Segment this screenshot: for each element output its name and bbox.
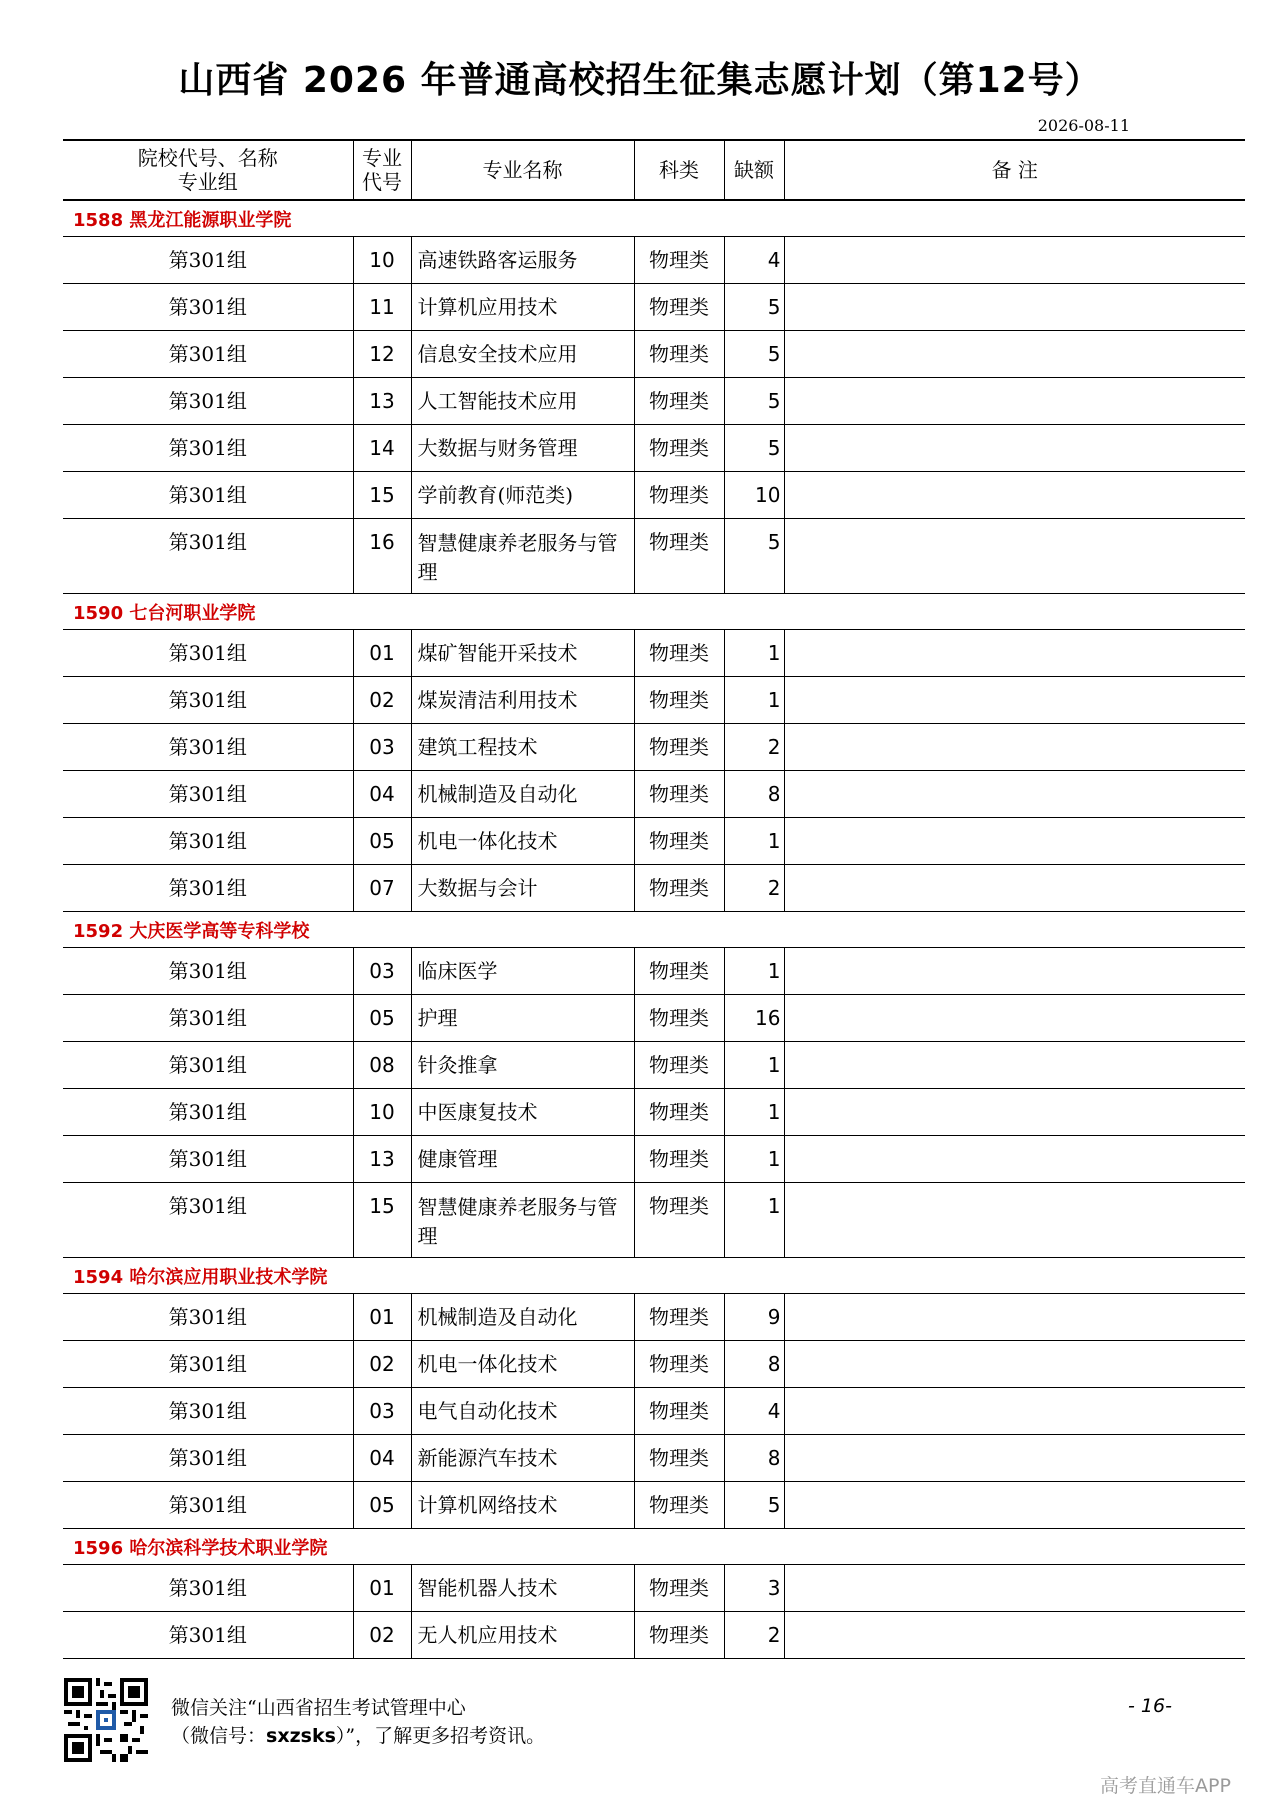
major-name-cell: 智能机器人技术	[411, 1565, 634, 1612]
col-major-code-line2: 代号	[362, 170, 402, 194]
table-row	[63, 771, 1245, 818]
group-cell: 第301组	[63, 771, 353, 818]
remark-cell	[784, 865, 1245, 912]
remark-cell	[784, 1183, 1245, 1258]
major-code-cell: 15	[353, 472, 411, 519]
remark-cell	[784, 1435, 1245, 1482]
remark-cell	[784, 677, 1245, 724]
major-code-cell: 05	[353, 818, 411, 865]
vacancy-cell: 4	[724, 237, 784, 284]
major-name-cell: 机电一体化技术	[411, 818, 634, 865]
remark-cell	[784, 472, 1245, 519]
subject-cell: 物理类	[634, 1482, 724, 1529]
remark-cell	[784, 331, 1245, 378]
group-cell: 第301组	[63, 1294, 353, 1341]
vacancy-cell: 3	[724, 1565, 784, 1612]
subject-cell: 物理类	[634, 425, 724, 472]
group-cell: 第301组	[63, 1612, 353, 1659]
vacancy-cell: 1	[724, 948, 784, 995]
vacancy-cell: 1	[724, 630, 784, 677]
vacancy-cell: 8	[724, 1435, 784, 1482]
table-row	[63, 724, 1245, 771]
remark-cell	[784, 1565, 1245, 1612]
remark-cell	[784, 771, 1245, 818]
group-cell: 第301组	[63, 472, 353, 519]
table-row	[63, 630, 1245, 677]
remark-cell	[784, 1612, 1245, 1659]
major-code-cell: 03	[353, 948, 411, 995]
remark-cell	[784, 948, 1245, 995]
page-number: - 16-	[1128, 1695, 1172, 1717]
subject-cell: 物理类	[634, 1612, 724, 1659]
school-name: 1588 黑龙江能源职业学院	[63, 200, 1245, 237]
vacancy-cell: 5	[724, 284, 784, 331]
group-cell: 第301组	[63, 1042, 353, 1089]
table-row	[63, 1042, 1245, 1089]
table-row	[63, 1612, 1245, 1659]
group-cell: 第301组	[63, 237, 353, 284]
group-cell: 第301组	[63, 331, 353, 378]
major-name-cell: 临床医学	[411, 948, 634, 995]
table-row	[63, 1089, 1245, 1136]
footer-wechat-id: sxzsks	[266, 1725, 336, 1747]
major-code-cell: 05	[353, 1482, 411, 1529]
col-major-name: 专业名称	[411, 140, 634, 200]
table-row	[63, 865, 1245, 912]
footer-wechat-line1: 微信关注“山西省招生考试管理中心	[171, 1697, 466, 1719]
group-cell: 第301组	[63, 425, 353, 472]
subject-cell: 物理类	[634, 995, 724, 1042]
table-row	[63, 1565, 1245, 1612]
school-name: 1592 大庆医学高等专科学校	[63, 912, 1245, 948]
group-cell: 第301组	[63, 284, 353, 331]
remark-cell	[784, 724, 1245, 771]
vacancy-cell: 1	[724, 1136, 784, 1183]
group-cell: 第301组	[63, 1136, 353, 1183]
major-name-cell: 大数据与会计	[411, 865, 634, 912]
table-header-row	[63, 140, 1245, 200]
group-cell: 第301组	[63, 1435, 353, 1482]
subject-cell: 物理类	[634, 472, 724, 519]
footer-wechat-prefix: （微信号：	[171, 1725, 267, 1747]
table-row	[63, 1341, 1245, 1388]
school-name: 1594 哈尔滨应用职业技术学院	[63, 1258, 1245, 1294]
vacancy-cell: 1	[724, 1042, 784, 1089]
remark-cell	[784, 237, 1245, 284]
remark-cell	[784, 1089, 1245, 1136]
major-name-cell: 无人机应用技术	[411, 1612, 634, 1659]
vacancy-cell: 5	[724, 519, 784, 594]
major-code-cell: 04	[353, 771, 411, 818]
remark-cell	[784, 1294, 1245, 1341]
qr-code-icon	[64, 1678, 148, 1762]
subject-cell: 物理类	[634, 519, 724, 594]
major-name-cell: 智慧健康养老服务与管理	[411, 1183, 634, 1258]
subject-cell: 物理类	[634, 724, 724, 771]
remark-cell	[784, 1341, 1245, 1388]
major-code-cell: 02	[353, 1612, 411, 1659]
major-name-cell: 电气自动化技术	[411, 1388, 634, 1435]
remark-cell	[784, 378, 1245, 425]
remark-cell	[784, 1136, 1245, 1183]
group-cell: 第301组	[63, 995, 353, 1042]
school-header-row	[63, 1529, 1245, 1565]
group-cell: 第301组	[63, 1482, 353, 1529]
vacancy-cell: 2	[724, 1612, 784, 1659]
major-code-cell: 01	[353, 1565, 411, 1612]
school-header-row	[63, 594, 1245, 630]
table-row	[63, 472, 1245, 519]
subject-cell: 物理类	[634, 1294, 724, 1341]
table-row	[63, 378, 1245, 425]
subject-cell: 物理类	[634, 331, 724, 378]
remark-cell	[784, 995, 1245, 1042]
group-cell: 第301组	[63, 724, 353, 771]
vacancy-cell: 1	[724, 677, 784, 724]
subject-cell: 物理类	[634, 948, 724, 995]
major-name-cell: 信息安全技术应用	[411, 331, 634, 378]
major-name-cell: 计算机网络技术	[411, 1482, 634, 1529]
remark-cell	[784, 425, 1245, 472]
table-row	[63, 677, 1245, 724]
school-header-row	[63, 912, 1245, 948]
remark-cell	[784, 818, 1245, 865]
group-cell: 第301组	[63, 1341, 353, 1388]
footer-wechat-line2	[171, 1721, 545, 1748]
subject-cell: 物理类	[634, 865, 724, 912]
vacancy-cell: 1	[724, 1089, 784, 1136]
table-row	[63, 1435, 1245, 1482]
major-name-cell: 人工智能技术应用	[411, 378, 634, 425]
vacancy-cell: 5	[724, 378, 784, 425]
watermark: 高考直通车APP	[1100, 1775, 1231, 1797]
col-school-group-line1: 院校代号、名称	[137, 146, 278, 170]
table-row	[63, 1388, 1245, 1435]
vacancy-cell: 5	[724, 1482, 784, 1529]
vacancy-cell: 2	[724, 865, 784, 912]
page-title: 山西省 2026 年普通高校招生征集志愿计划（第12号）	[178, 60, 1102, 101]
major-code-cell: 15	[353, 1183, 411, 1258]
group-cell: 第301组	[63, 378, 353, 425]
subject-cell: 物理类	[634, 630, 724, 677]
subject-cell: 物理类	[634, 378, 724, 425]
major-code-cell: 03	[353, 1388, 411, 1435]
major-code-cell: 04	[353, 1435, 411, 1482]
group-cell: 第301组	[63, 630, 353, 677]
plan-table	[63, 139, 1245, 1659]
subject-cell: 物理类	[634, 1565, 724, 1612]
subject-cell: 物理类	[634, 237, 724, 284]
major-name-cell: 针灸推拿	[411, 1042, 634, 1089]
subject-cell: 物理类	[634, 1388, 724, 1435]
major-name-cell: 建筑工程技术	[411, 724, 634, 771]
major-code-cell: 08	[353, 1042, 411, 1089]
vacancy-cell: 16	[724, 995, 784, 1042]
school-header-row	[63, 1258, 1245, 1294]
remark-cell	[784, 1388, 1245, 1435]
major-name-cell: 煤炭清洁利用技术	[411, 677, 634, 724]
major-code-cell: 10	[353, 237, 411, 284]
group-cell: 第301组	[63, 818, 353, 865]
school-header-row	[63, 200, 1245, 237]
group-cell: 第301组	[63, 677, 353, 724]
school-name: 1596 哈尔滨科学技术职业学院	[63, 1529, 1245, 1565]
subject-cell: 物理类	[634, 1341, 724, 1388]
vacancy-cell: 10	[724, 472, 784, 519]
table-row	[63, 237, 1245, 284]
col-school-group-line2: 专业组	[177, 170, 238, 194]
table-row	[63, 1482, 1245, 1529]
major-code-cell: 05	[353, 995, 411, 1042]
col-remarks: 备 注	[784, 140, 1245, 200]
table-row	[63, 818, 1245, 865]
subject-cell: 物理类	[634, 284, 724, 331]
vacancy-cell: 1	[724, 818, 784, 865]
major-name-cell: 护理	[411, 995, 634, 1042]
table-row	[63, 995, 1245, 1042]
major-name-cell: 高速铁路客运服务	[411, 237, 634, 284]
col-major-code	[353, 140, 411, 200]
table-row	[63, 1294, 1245, 1341]
subject-cell: 物理类	[634, 1089, 724, 1136]
major-code-cell: 02	[353, 677, 411, 724]
vacancy-cell: 1	[724, 1183, 784, 1258]
vacancy-cell: 2	[724, 724, 784, 771]
major-code-cell: 14	[353, 425, 411, 472]
table-row	[63, 519, 1245, 594]
major-name-cell: 机电一体化技术	[411, 1341, 634, 1388]
vacancy-cell: 4	[724, 1388, 784, 1435]
footer-wechat-suffix: ）”，了解更多招考资讯。	[335, 1725, 546, 1747]
major-code-cell: 10	[353, 1089, 411, 1136]
major-name-cell: 新能源汽车技术	[411, 1435, 634, 1482]
table-row	[63, 1136, 1245, 1183]
table-row	[63, 284, 1245, 331]
group-cell: 第301组	[63, 948, 353, 995]
major-code-cell: 13	[353, 1136, 411, 1183]
vacancy-cell: 5	[724, 425, 784, 472]
group-cell: 第301组	[63, 1183, 353, 1258]
table-row	[63, 331, 1245, 378]
major-name-cell: 学前教育(师范类)	[411, 472, 634, 519]
table-row	[63, 948, 1245, 995]
major-code-cell: 02	[353, 1341, 411, 1388]
school-name: 1590 七台河职业学院	[63, 594, 1245, 630]
subject-cell: 物理类	[634, 1183, 724, 1258]
major-code-cell: 01	[353, 630, 411, 677]
major-code-cell: 03	[353, 724, 411, 771]
remark-cell	[784, 1482, 1245, 1529]
major-name-cell: 大数据与财务管理	[411, 425, 634, 472]
plan-table-body	[63, 200, 1245, 1659]
table-row	[63, 1183, 1245, 1258]
major-name-cell: 计算机应用技术	[411, 284, 634, 331]
major-name-cell: 机械制造及自动化	[411, 1294, 634, 1341]
vacancy-cell: 5	[724, 331, 784, 378]
major-name-cell: 中医康复技术	[411, 1089, 634, 1136]
vacancy-cell: 8	[724, 1341, 784, 1388]
subject-cell: 物理类	[634, 771, 724, 818]
major-code-cell: 01	[353, 1294, 411, 1341]
remark-cell	[784, 630, 1245, 677]
subject-cell: 物理类	[634, 1136, 724, 1183]
vacancy-cell: 9	[724, 1294, 784, 1341]
group-cell: 第301组	[63, 1565, 353, 1612]
publish-date: 2026-08-11	[1037, 116, 1130, 135]
col-major-code-line1: 专业	[362, 146, 402, 170]
col-subject: 科类	[634, 140, 724, 200]
subject-cell: 物理类	[634, 818, 724, 865]
group-cell: 第301组	[63, 865, 353, 912]
remark-cell	[784, 284, 1245, 331]
major-name-cell: 智慧健康养老服务与管理	[411, 519, 634, 594]
remark-cell	[784, 1042, 1245, 1089]
major-code-cell: 16	[353, 519, 411, 594]
major-name-cell: 健康管理	[411, 1136, 634, 1183]
subject-cell: 物理类	[634, 677, 724, 724]
col-vacancies: 缺额	[724, 140, 784, 200]
group-cell: 第301组	[63, 1089, 353, 1136]
major-name-cell: 煤矿智能开采技术	[411, 630, 634, 677]
major-code-cell: 11	[353, 284, 411, 331]
major-code-cell: 07	[353, 865, 411, 912]
major-code-cell: 12	[353, 331, 411, 378]
col-school-group	[63, 140, 353, 200]
remark-cell	[784, 519, 1245, 594]
group-cell: 第301组	[63, 1388, 353, 1435]
vacancy-cell: 8	[724, 771, 784, 818]
subject-cell: 物理类	[634, 1435, 724, 1482]
subject-cell: 物理类	[634, 1042, 724, 1089]
group-cell: 第301组	[63, 519, 353, 594]
major-code-cell: 13	[353, 378, 411, 425]
major-name-cell: 机械制造及自动化	[411, 771, 634, 818]
table-row	[63, 425, 1245, 472]
